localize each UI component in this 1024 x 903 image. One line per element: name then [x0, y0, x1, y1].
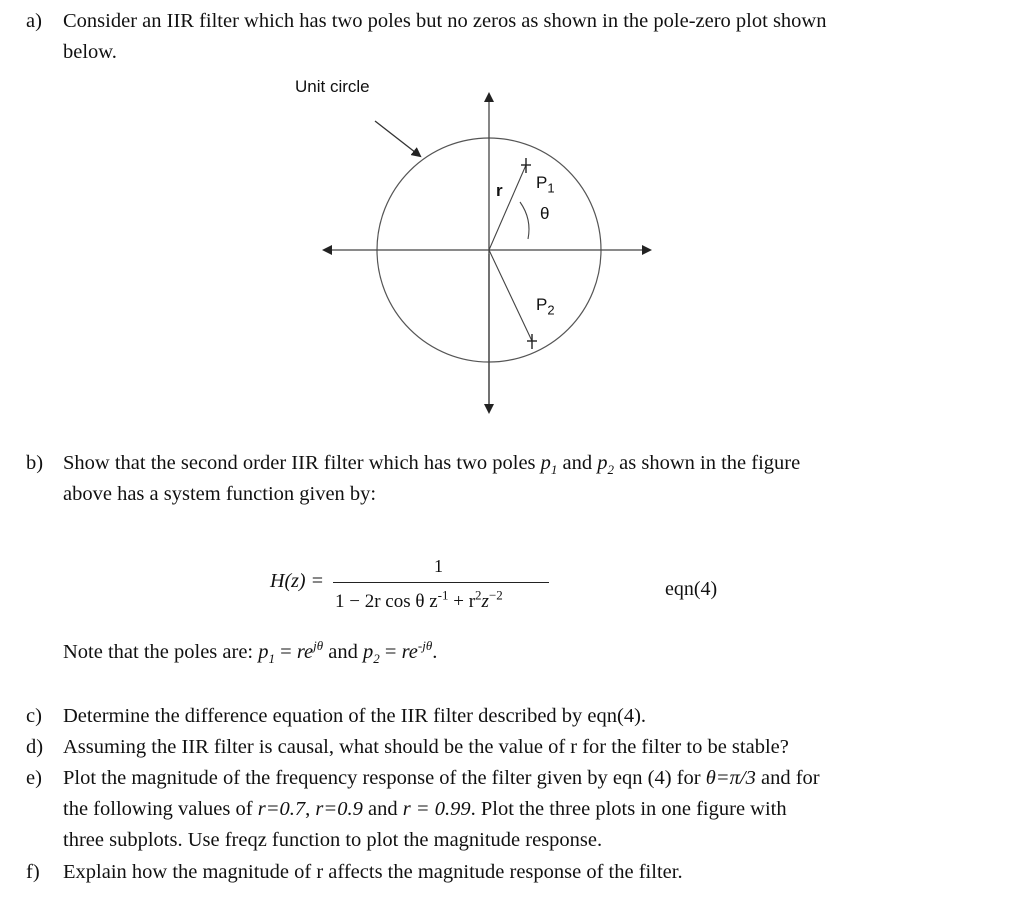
question-a	[26, 6, 826, 68]
question-label: e)	[26, 767, 42, 789]
question-text-line: Explain how the magnitude of r affects the magnitude response of the filter.	[63, 861, 683, 883]
pole-marker-p1	[521, 158, 531, 173]
question-c	[26, 701, 646, 732]
theta-label: θ	[540, 204, 550, 223]
question-d	[26, 732, 789, 763]
unit-circle-label: Unit circle	[295, 77, 370, 96]
question-text-line: Consider an IIR filter which has two poles but no zeros as shown in the pole-zero plot shown	[63, 10, 827, 32]
theta-arc	[520, 202, 529, 239]
radius-label: r	[496, 181, 503, 200]
question-e	[26, 763, 820, 856]
question-text-line: Plot the magnitude of the frequency response of the filter given by eqn (4) for θ=π/3 and for	[63, 767, 820, 789]
question-text-line: Show that the second order IIR filter which has two poles $p_1$ and $p_2$ as shown in the figure	[63, 452, 801, 478]
question-label: d)	[26, 736, 44, 758]
question-text-line: above has a system function given by:	[63, 483, 377, 505]
radius-line-p2	[489, 250, 532, 341]
pole-zero-svg	[280, 74, 670, 424]
equation-tag: eqn(4)	[665, 578, 718, 600]
pole-zero-plot	[280, 74, 670, 424]
question-text-line: Assuming the IIR filter is causal, what should be the value of r for the filter to be stable?	[63, 736, 789, 758]
question-label: b)	[26, 452, 44, 474]
unit-circle-arrow	[375, 121, 420, 156]
question-label: c)	[26, 705, 42, 727]
question-text-line: Determine the difference equation of the IIR filter described by eqn(4).	[63, 705, 647, 727]
question-label: a)	[26, 10, 42, 32]
poles-note: Note that the poles are: $p_1 = re^{j\theta}$ and $p_2 = re^{-j\theta}$.	[63, 638, 438, 667]
equation-denominator: 1 − 2r cos θ $z^{-1} + r^2z^{-2}$	[335, 587, 503, 612]
pole-p2-label: $P_2$	[536, 295, 555, 318]
radius-line-p1	[489, 165, 526, 250]
fraction-bar	[333, 582, 549, 583]
equation-lhs: H(z) =	[270, 570, 325, 592]
question-text-line: the following values of r=0.7, r=0.9 and r = 0.99. Plot the three plots in one figure with	[63, 798, 787, 820]
equation-numerator: 1	[434, 556, 443, 576]
pole-marker-p2	[527, 334, 537, 349]
pole-p1-label: $P_1$	[536, 173, 555, 196]
question-label: f)	[26, 861, 40, 883]
question-text-line: below.	[63, 41, 117, 63]
question-f	[26, 857, 683, 888]
question-text-line: three subplots. Use freqz function to plot the magnitude response.	[63, 829, 603, 851]
question-b	[26, 448, 800, 510]
